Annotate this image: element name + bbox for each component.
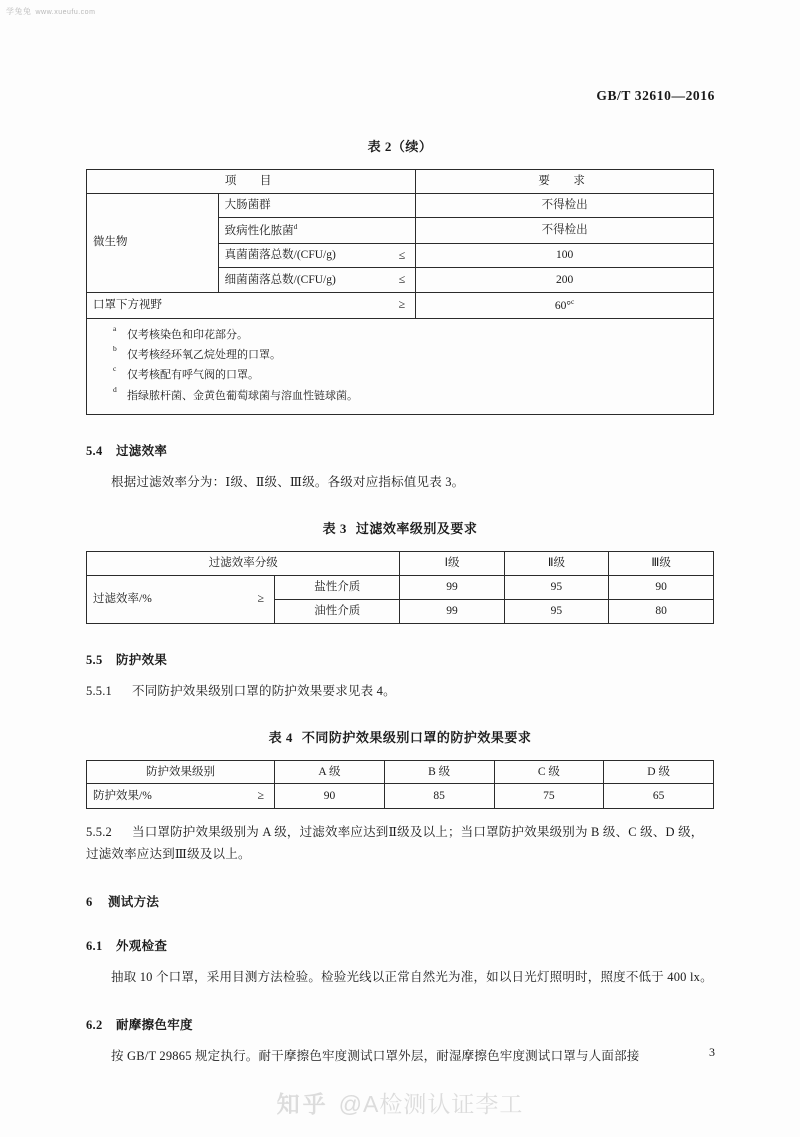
- table4-row-symbol: ≥: [257, 788, 265, 803]
- list-item: [87, 365, 713, 385]
- table2-req-3: 200: [416, 268, 714, 293]
- table2-item-3-text: 细菌菌落总数/(CFU/g): [224, 273, 336, 286]
- table2-item-0-text: 大肠菌群: [224, 198, 271, 211]
- table2-item-2-text: 真菌菌落总数/(CFU/g): [224, 248, 336, 261]
- zhihu-handle: @A检测认证李工: [338, 1091, 524, 1117]
- table3-caption-number: 表 3: [322, 520, 347, 536]
- table4-row-label-text: 防护效果/%: [93, 789, 152, 802]
- table3-medium-0: 盐性介质: [275, 575, 400, 599]
- table-row: [87, 575, 714, 599]
- table3-medium-1: 油性介质: [275, 599, 400, 623]
- table2-item-3-symbol: ≤: [398, 272, 406, 287]
- table4-header-label: 防护效果级别: [87, 760, 275, 784]
- table2-header-req: 要 求: [416, 170, 714, 194]
- table3-header-label: 过滤效率分级: [87, 551, 400, 575]
- table3-grade-0: Ⅰ级: [400, 551, 504, 575]
- table4-value-0: 90: [275, 784, 385, 809]
- table3-header-row: [87, 551, 714, 575]
- note-marker-b: b: [113, 343, 117, 353]
- table4-header-row: [87, 760, 714, 784]
- table4-grade-0: A 级: [275, 760, 385, 784]
- table4-value-2: 75: [494, 784, 604, 809]
- footnote-marker-c: c: [570, 296, 575, 306]
- table4-grade-2: C 级: [494, 760, 604, 784]
- list-item: [87, 386, 713, 406]
- section-number-5-4: 5.4: [86, 443, 103, 458]
- section-body-5-5-2: [86, 822, 714, 866]
- table3-grade-2: Ⅲ级: [609, 551, 714, 575]
- section-text-5-5-2: 当口罩防护效果级别为 A 级，过滤效率应达到Ⅱ级及以上；当口罩防护效果级别为 B 级、C 级、D 级，过滤效率应达到Ⅲ级及以上。: [86, 825, 704, 861]
- section-title-5-5: 防护效果: [116, 652, 168, 667]
- table3-caption: [86, 518, 714, 537]
- table2-header-item: 项 目: [87, 170, 416, 194]
- table4-row-label: [87, 784, 275, 809]
- table3-value-1-0: 99: [400, 599, 504, 623]
- section-number-5-5: 5.5: [86, 652, 103, 667]
- table2-notes: [87, 318, 714, 414]
- section-number-6-2: 6.2: [86, 1017, 103, 1032]
- section-number-5-5-2: 5.5.2: [86, 825, 112, 840]
- table2: [86, 169, 714, 415]
- note-text-a: 仅考核染色和印花部分。: [127, 328, 248, 341]
- section-body-6-1: 抽取 10 个口罩，采用目测方法检验。检验光线以正常自然光为准，如以日光灯照明时，照度不低于 400 lx。: [111, 969, 713, 984]
- note-text-b: 仅考核经环氧乙烷处理的口罩。: [127, 348, 281, 361]
- table4-grade-3: D 级: [604, 760, 714, 784]
- section-heading-6-2: [86, 1015, 714, 1033]
- section-title-6: 测试方法: [108, 894, 160, 909]
- document-header-code: GB/T 32610—2016: [596, 88, 715, 103]
- table3-row-label: [87, 575, 275, 623]
- table4-grade-1: B 级: [384, 760, 494, 784]
- table2-req-1: 不得检出: [416, 217, 714, 243]
- table2-req-last: 60°$^c$: [416, 292, 714, 318]
- table2-item-2-symbol: ≤: [398, 247, 406, 262]
- note-marker-c: c: [113, 364, 117, 374]
- table3-caption-title: 过滤效率级别及要求: [355, 520, 478, 536]
- section-heading-5-4: [86, 441, 714, 459]
- table2-header-row: [87, 170, 714, 194]
- note-text-c: 仅考核配有呼气阀的口罩。: [127, 369, 259, 382]
- section-heading-6: [86, 892, 714, 910]
- table2-item-1-text: 致病性化脓菌$^d$: [224, 221, 298, 237]
- note-text-d: 指绿脓杆菌、金黄色葡萄球菌与溶血性链球菌。: [127, 389, 358, 402]
- section-title-6-1: 外观检查: [116, 938, 168, 953]
- page-number: 3: [709, 1045, 715, 1059]
- section-title-6-2: 耐摩擦色牢度: [116, 1017, 193, 1032]
- footnote-marker-d: d: [293, 221, 298, 231]
- section-number-6-1: 6.1: [86, 938, 103, 953]
- table4-value-1: 85: [384, 784, 494, 809]
- top-watermark: [6, 6, 95, 17]
- bottom-watermark: [0, 1086, 800, 1119]
- table2-item-last: [87, 292, 416, 318]
- table2-req-2: 100: [416, 243, 714, 268]
- table2-caption: 表 2（续）: [367, 139, 433, 154]
- section-title-5-4: 过滤效率: [116, 443, 168, 458]
- list-item: [87, 325, 713, 345]
- zhihu-logo: 知乎: [276, 1091, 329, 1117]
- section-number-5-5-1: 5.5.1: [86, 683, 112, 698]
- note-marker-a: a: [113, 323, 117, 333]
- table2-item-1: [218, 217, 416, 243]
- table3-value-0-2: 90: [609, 575, 714, 599]
- table3-value-0-1: 95: [504, 575, 609, 599]
- table2-group-label: 微生物: [87, 193, 219, 292]
- table2-item-last-symbol: ≥: [398, 297, 406, 312]
- table2-req-0: 不得检出: [416, 193, 714, 217]
- table-row: [87, 784, 714, 809]
- table3-row-symbol: ≥: [257, 591, 265, 606]
- note-marker-d: d: [113, 384, 117, 394]
- table2-item-3: [218, 268, 416, 293]
- table3-value-0-0: 99: [400, 575, 504, 599]
- table2-item-2: [218, 243, 416, 268]
- list-item: [87, 345, 713, 365]
- table4-caption-number: 表 4: [268, 729, 293, 745]
- table4-caption: [86, 727, 714, 746]
- section-heading-6-1: [86, 936, 714, 954]
- table3-row-label-text: 过滤效率/%: [93, 592, 152, 605]
- section-text-5-5-1: 不同防护效果级别口罩的防护效果要求见表 4。: [132, 683, 396, 698]
- top-watermark-url: www.xueufu.com: [35, 9, 96, 16]
- table2-item-last-text: 口罩下方视野: [93, 298, 162, 311]
- section-body-5-5-1: [86, 681, 714, 703]
- table2-notes-row: [87, 318, 714, 414]
- section-body-5-4: 根据过滤效率分为：Ⅰ级、Ⅱ级、Ⅲ级。各级对应指标值见表 3。: [111, 474, 465, 489]
- table3: [86, 551, 714, 624]
- table3-grade-1: Ⅱ级: [504, 551, 609, 575]
- table-row: [87, 193, 714, 217]
- table2-item-0: [218, 193, 416, 217]
- section-number-6: 6: [86, 894, 93, 909]
- table-row: [87, 292, 714, 318]
- table4-value-3: 65: [604, 784, 714, 809]
- table4-caption-title: 不同防护效果级别口罩的防护效果要求: [301, 729, 532, 745]
- table3-value-1-1: 95: [504, 599, 609, 623]
- section-heading-5-5: [86, 650, 714, 668]
- table3-value-1-2: 80: [609, 599, 714, 623]
- top-watermark-text: 学兔兔: [6, 7, 32, 16]
- document-content: [86, 136, 714, 1068]
- table4: [86, 760, 714, 810]
- section-body-6-2: 按 GB/T 29865 规定执行。耐干摩擦色牢度测试口罩外层，耐湿摩擦色牢度测试口罩与人面部接: [111, 1048, 640, 1063]
